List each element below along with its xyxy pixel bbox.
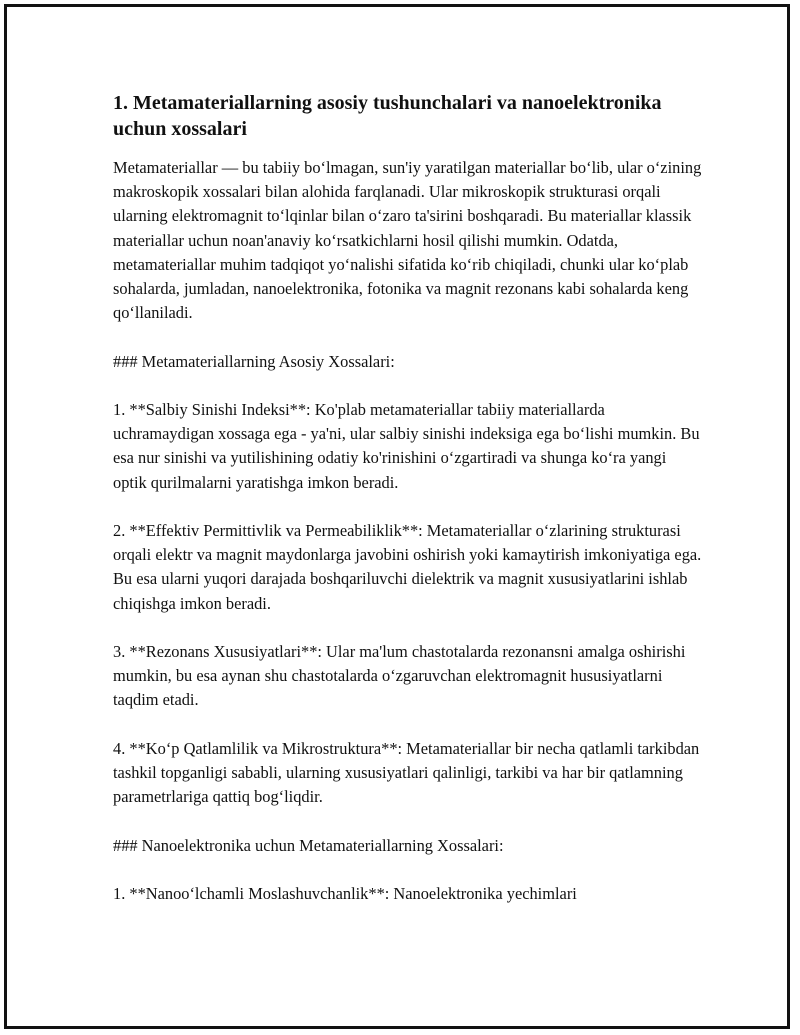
- subheading-nanoelectronics: ### Nanoelektronika uchun Metamateriallarning Xossalari:: [113, 835, 504, 855]
- list-item-negative-index: 1. **Salbiy Sinishi Indeksi**: Ko'plab metamateriallar tabiiy materiallarda uchramaydigan xossaga ega - ya'ni, ular salbiy sinishi indeksiga ega bo‘lishi mumkin. Bu esa nur sinishi va yutilishining odatiy ko'rinishini o‘zgartiradi va shunga ko‘ra yangi optik qurilmalarni yaratishga imkon beradi.: [113, 400, 700, 492]
- list-item-resonance: 3. **Rezonans Xususiyatlari**: Ular ma'lum chastotalarda rezonansni amalga oshirishi mumkin, bu esa aynan shu chastotalarda o‘zgaruvchan elektromagnit hususiyatlarni taqdim etadi.: [113, 642, 686, 710]
- list-item-permittivity: 2. **Effektiv Permittivlik va Permeabiliklik**: Metamateriallar o‘zlarining strukturasi orqali elektr va magnit maydonlarga javobini oshirish yoki kamaytirish imkoniyatiga ega. Bu esa ularni yuqori darajada boshqariluvchi dielektrik va magnit xususiyatlarini ishlab chiqishga imkon beradi.: [113, 521, 702, 613]
- subheading-basic-properties: ### Metamateriallarning Asosiy Xossalari:: [113, 351, 395, 371]
- document-body: [113, 90, 703, 906]
- list-item-multilayer: 4. **Ko‘p Qatlamlilik va Mikrostruktura**: Metamateriallar bir necha qatlamli tarkibdan tashkil topganligi sababli, ularning xususiyatlari qalinligi, tarkibi va har bir qatlamning parametrlariga qattiq bog‘liqdir.: [113, 738, 700, 807]
- section-title: 1. Metamateriallarning asosiy tushunchalari va nanoelektronika uchun xossalari: [113, 92, 662, 140]
- intro-paragraph: Metamateriallar — bu tabiiy bo‘lmagan, sun'iy yaratilgan materiallar bo‘lib, ular o‘zining makroskopik xossalari bilan alohida farqlanadi. Ular mikroskopik strukturasi orqali ularning elektromagnit to‘lqinlar bilan o‘zaro ta'sirini boshqaradi. Bu materiallar klassik materiallar uchun noan'anaviy ko‘rsatkichlarni hosil qilishi mumkin. Odatda, metamateriallar muhim tadqiqot yo‘nalishi sifatida ko‘rib chiqiladi, chunki ular ko‘plab sohalarda, jumladan, nanoelektronika, fotonika va magnit rezonans kabi sohalarda keng qo‘llaniladi.: [113, 158, 702, 323]
- list-item-nanoscale: 1. **Nanoo‘lchamli Moslashuvchanlik**: Nanoelektronika yechimlari: [113, 883, 577, 903]
